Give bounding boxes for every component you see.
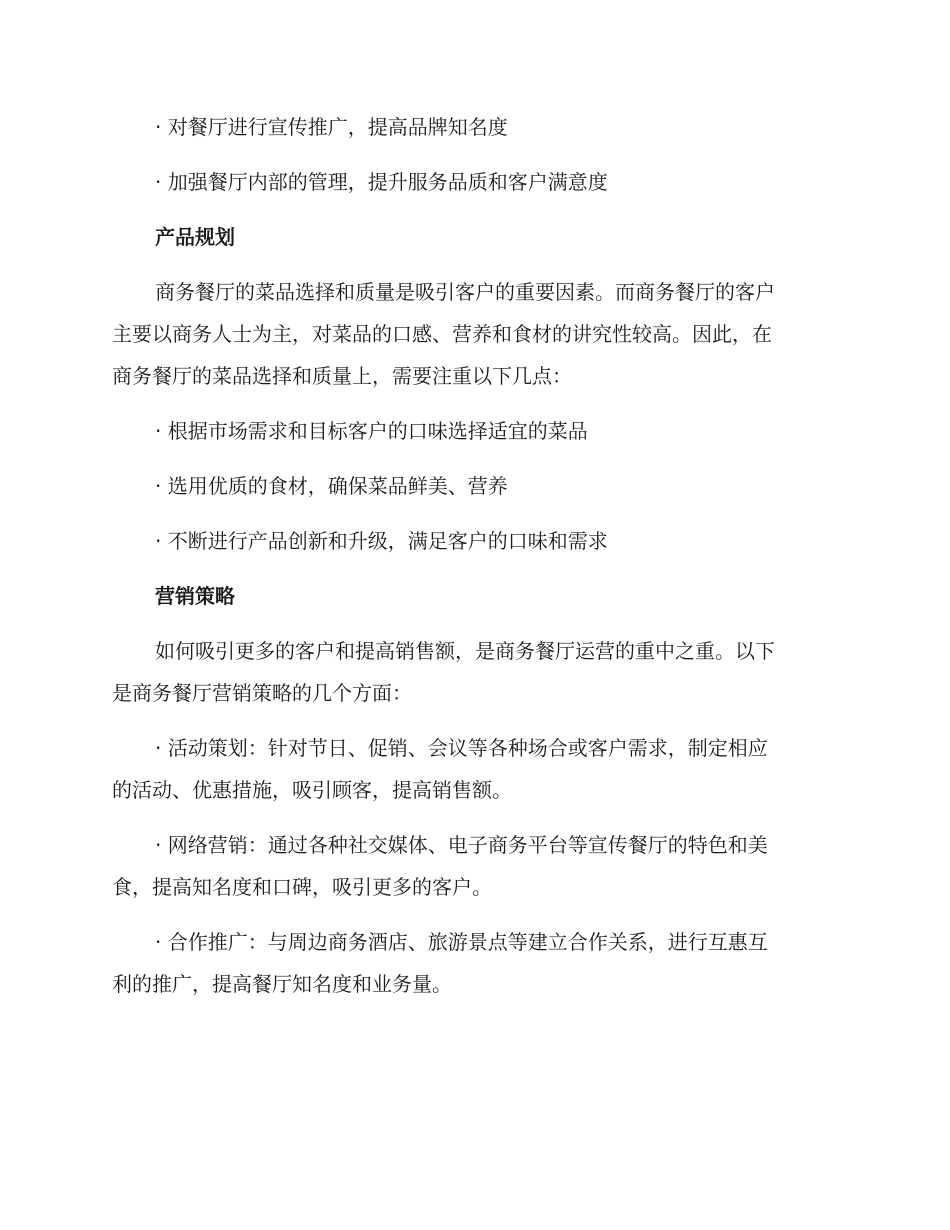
paragraph-product-line-3: 商务餐厅的菜品选择和质量上，需要注重以下几点： [112,364,572,388]
section-heading-product-planning: 产品规划 [155,225,235,249]
paragraph-marketing-line-1: 如何吸引更多的客户和提高销售额，是商务餐厅运营的重中之重。以下 [155,639,775,663]
bullet-dish-selection: · 根据市场需求和目标客户的口味选择适宜的菜品 [155,419,588,443]
item-cooperation-line-2: 利的推广，提高餐厅知名度和业务量。 [112,972,452,996]
bullet-brand-promotion: · 对餐厅进行宣传推广，提高品牌知名度 [155,115,508,139]
bullet-internal-management: · 加强餐厅内部的管理，提升服务品质和客户满意度 [155,170,608,194]
bullet-quality-ingredients: · 选用优质的食材，确保菜品鲜美、营养 [155,474,508,498]
paragraph-product-line-2: 主要以商务人士为主，对菜品的口感、营养和食材的讲究性较高。因此，在 [112,322,772,346]
item-cooperation-line-1: · 合作推广：与周边商务酒店、旅游景点等建立合作关系，进行互惠互 [155,930,768,954]
item-event-planning-line-1: · 活动策划：针对节日、促销、会议等各种场合或客户需求，制定相应 [155,736,768,760]
item-event-planning-line-2: 的活动、优惠措施，吸引顾客，提高销售额。 [112,778,512,802]
item-online-marketing-line-2: 食，提高知名度和口碑，吸引更多的客户。 [112,875,492,899]
section-heading-marketing-strategy: 营销策略 [155,584,235,608]
bullet-product-innovation: · 不断进行产品创新和升级，满足客户的口味和需求 [155,529,608,553]
paragraph-marketing-line-2: 是商务餐厅营销策略的几个方面： [112,681,412,705]
item-online-marketing-line-1: · 网络营销：通过各种社交媒体、电子商务平台等宣传餐厅的特色和美 [155,833,768,857]
paragraph-product-line-1: 商务餐厅的菜品选择和质量是吸引客户的重要因素。而商务餐厅的客户 [155,280,775,304]
